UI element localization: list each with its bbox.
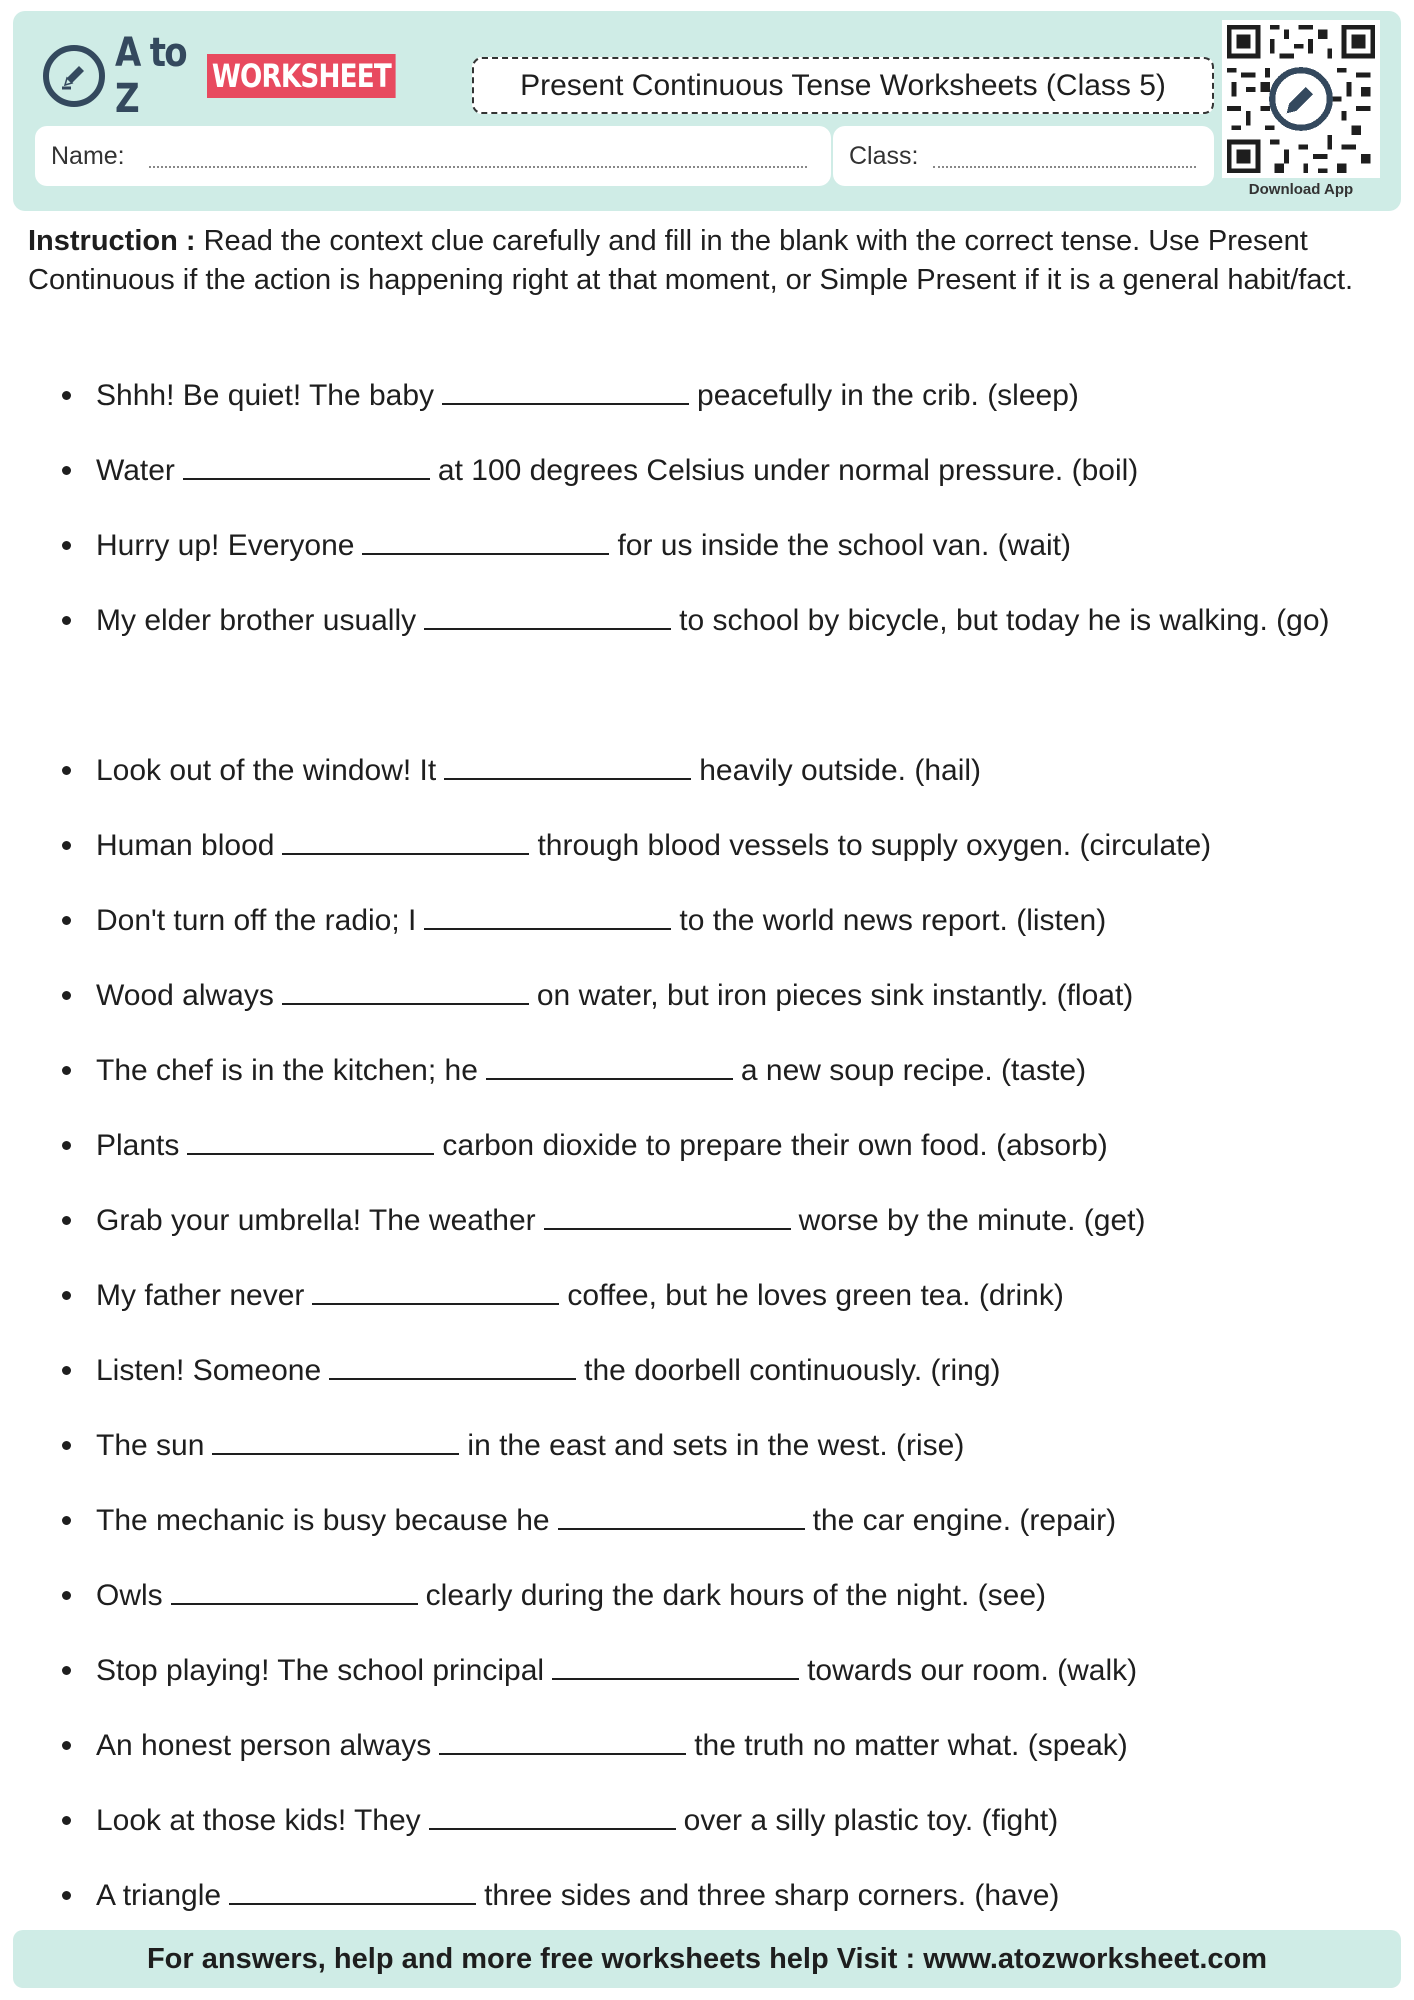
list-item: Look out of the window! It heavily outside. (hail) xyxy=(62,733,1382,808)
download-app-caption: Download App xyxy=(1248,181,1354,198)
list-item: Hurry up! Everyone for us inside the school van. (wait) xyxy=(62,508,1382,583)
footer-banner[interactable] xyxy=(13,1930,1401,1988)
name-dotted-line xyxy=(149,166,807,168)
list-item: Don't turn off the radio; I to the world news report. (listen) xyxy=(62,883,1382,958)
answer-blank[interactable] xyxy=(429,1804,676,1830)
answer-blank[interactable] xyxy=(282,979,529,1005)
list-item: A triangle three sides and three sharp corners. (have) xyxy=(62,1858,1382,1933)
list-item: The sun in the east and sets in the west. (rise) xyxy=(62,1408,1382,1483)
class-field[interactable] xyxy=(833,126,1214,186)
answer-blank[interactable] xyxy=(187,1129,434,1155)
answer-blank[interactable] xyxy=(444,754,691,780)
answer-blank[interactable] xyxy=(229,1879,476,1905)
answer-blank[interactable] xyxy=(212,1429,459,1455)
answer-blank[interactable] xyxy=(282,829,529,855)
list-item: Stop playing! The school principal towards our room. (walk) xyxy=(62,1633,1382,1708)
list-item: Human blood through blood vessels to supply oxygen. (circulate) xyxy=(62,808,1382,883)
list-item: Wood always on water, but iron pieces sink instantly. (float) xyxy=(62,958,1382,1033)
worksheet-header xyxy=(13,11,1401,211)
list-item: Water at 100 degrees Celsius under normal pressure. (boil) xyxy=(62,433,1382,508)
answer-blank[interactable] xyxy=(424,904,671,930)
list-item: Plants carbon dioxide to prepare their own food. (absorb) xyxy=(62,1108,1382,1183)
answer-blank[interactable] xyxy=(329,1354,576,1380)
site-logo[interactable] xyxy=(43,30,437,122)
instruction-text xyxy=(28,222,1373,300)
list-item: Look at those kids! They over a silly plastic toy. (fight) xyxy=(62,1783,1382,1858)
answer-blank[interactable] xyxy=(558,1504,805,1530)
list-item: My elder brother usually to school by bicycle, but today he is walking. (go) xyxy=(62,583,1382,733)
list-item: Listen! Someone the doorbell continuously. (ring) xyxy=(62,1333,1382,1408)
instruction-label: Instruction : xyxy=(28,225,196,257)
logo-text: A to Z xyxy=(115,30,186,122)
answer-blank[interactable] xyxy=(544,1204,791,1230)
answer-blank[interactable] xyxy=(424,604,671,630)
logo-badge: WORKSHEET xyxy=(207,54,396,98)
answer-blank[interactable] xyxy=(183,454,430,480)
list-item: Shhh! Be quiet! The baby peacefully in the crib. (sleep) xyxy=(62,358,1382,433)
instruction-body: Read the context clue carefully and fill in the blank with the correct tense. Use Present Continuous if the action is happening right at that moment, or Simple Present if it is a general habit/fact. xyxy=(28,225,1354,296)
class-label: Class: xyxy=(849,141,919,170)
list-item: The chef is in the kitchen; he a new soup recipe. (taste) xyxy=(62,1033,1382,1108)
answer-blank[interactable] xyxy=(486,1054,733,1080)
answer-blank[interactable] xyxy=(442,379,689,405)
list-item: The mechanic is busy because he the car engine. (repair) xyxy=(62,1483,1382,1558)
list-item: An honest person always the truth no matter what. (speak) xyxy=(62,1708,1382,1783)
answer-blank[interactable] xyxy=(552,1654,799,1680)
answer-blank[interactable] xyxy=(312,1279,559,1305)
list-item: Grab your umbrella! The weather worse by the minute. (get) xyxy=(62,1183,1382,1258)
name-label: Name: xyxy=(51,141,125,170)
qr-code-icon[interactable] xyxy=(1222,20,1380,178)
answer-blank[interactable] xyxy=(439,1729,686,1755)
worksheet-title: Present Continuous Tense Worksheets (Class 5) xyxy=(472,57,1214,114)
question-list xyxy=(62,358,1382,1933)
list-item: Owls clearly during the dark hours of the night. (see) xyxy=(62,1558,1382,1633)
answer-blank[interactable] xyxy=(171,1579,418,1605)
answer-blank[interactable] xyxy=(362,529,609,555)
footer-text: For answers, help and more free worksheets help Visit : www.atozworksheet.com xyxy=(146,1942,1268,1975)
name-field[interactable] xyxy=(35,126,831,186)
class-dotted-line xyxy=(933,166,1196,168)
pencil-logo-icon xyxy=(43,45,105,107)
list-item: My father never coffee, but he loves green tea. (drink) xyxy=(62,1258,1382,1333)
